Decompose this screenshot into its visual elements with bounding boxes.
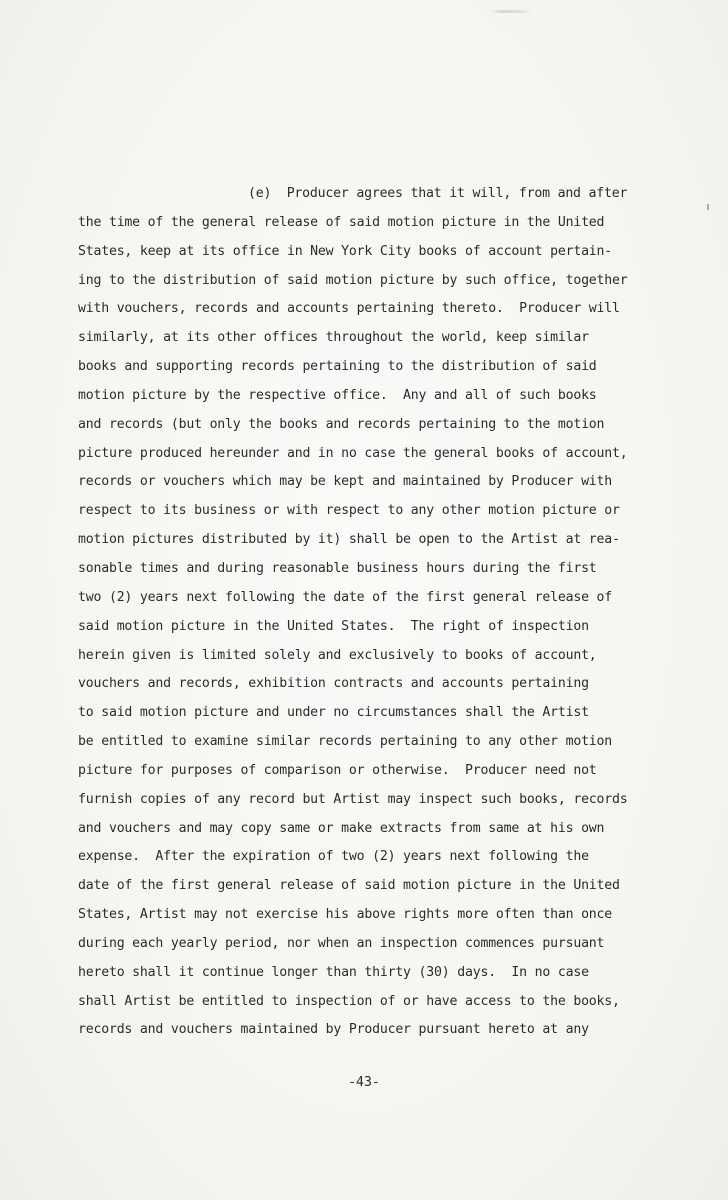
paragraph-line: (e) Producer agrees that it will, from and after <box>248 186 628 201</box>
paragraph-line: expense. After the expiration of two (2) years next following the <box>78 849 589 865</box>
paragraph-line: ing to the distribution of said motion picture by such office, together <box>78 272 628 288</box>
paragraph-line: the time of the general release of said motion picture in the United <box>78 214 605 230</box>
paragraph-line: books and supporting records pertaining to the distribution of said <box>78 359 597 375</box>
paragraph-line: be entitled to examine similar records pertaining to any other motion <box>78 734 613 750</box>
paragraph-line: hereto shall it continue longer than thirty (30) days. In no case <box>78 964 589 980</box>
page-number: -43- <box>348 1075 380 1090</box>
paragraph-line: picture for purposes of comparison or otherwise. Producer need not <box>78 762 597 778</box>
paragraph-line: records or vouchers which may be kept and maintained by Producer with <box>78 474 613 490</box>
paragraph-line: similarly, at its other offices throughout the world, keep similar <box>78 330 589 346</box>
paragraph-line: date of the first general release of said motion picture in the United <box>78 878 620 894</box>
paragraph-line: two (2) years next following the date of the first general release of <box>78 589 613 605</box>
paragraph-line: and records (but only the books and records pertaining to the motion <box>78 416 605 432</box>
paragraph-line: States, Artist may not exercise his above rights more often than once <box>78 907 613 923</box>
paragraph-line: furnish copies of any record but Artist may inspect such books, records <box>78 791 628 807</box>
paragraph-line: vouchers and records, exhibition contracts and accounts pertaining <box>78 676 589 692</box>
paragraph-line: said motion picture in the United States. The right of inspection <box>78 618 589 634</box>
paragraph-line: States, keep at its office in New York City books of account pertain- <box>78 243 613 259</box>
paragraph-line: motion picture by the respective office. Any and all of such books <box>78 387 597 403</box>
paragraph-line: records and vouchers maintained by Producer pursuant hereto at any <box>78 1022 589 1038</box>
contract-paragraph <box>78 180 690 1045</box>
scan-artifact <box>490 10 532 13</box>
paragraph-line: motion pictures distributed by it) shall be open to the Artist at rea- <box>78 532 620 548</box>
margin-mark <box>707 204 709 210</box>
paragraph-line: picture produced hereunder and in no case the general books of account, <box>78 445 628 461</box>
paragraph-line: to said motion picture and under no circumstances shall the Artist <box>78 705 589 721</box>
paragraph-line: herein given is limited solely and exclusively to books of account, <box>78 647 597 663</box>
paragraph-line: and vouchers and may copy same or make extracts from same at his own <box>78 820 605 836</box>
paragraph-line: shall Artist be entitled to inspection of or have access to the books, <box>78 993 620 1009</box>
paragraph-line: respect to its business or with respect to any other motion picture or <box>78 503 620 519</box>
paragraph-line: with vouchers, records and accounts pertaining thereto. Producer will <box>78 301 620 317</box>
paragraph-line: sonable times and during reasonable business hours during the first <box>78 560 597 576</box>
paragraph-line: during each yearly period, nor when an inspection commences pursuant <box>78 935 605 951</box>
